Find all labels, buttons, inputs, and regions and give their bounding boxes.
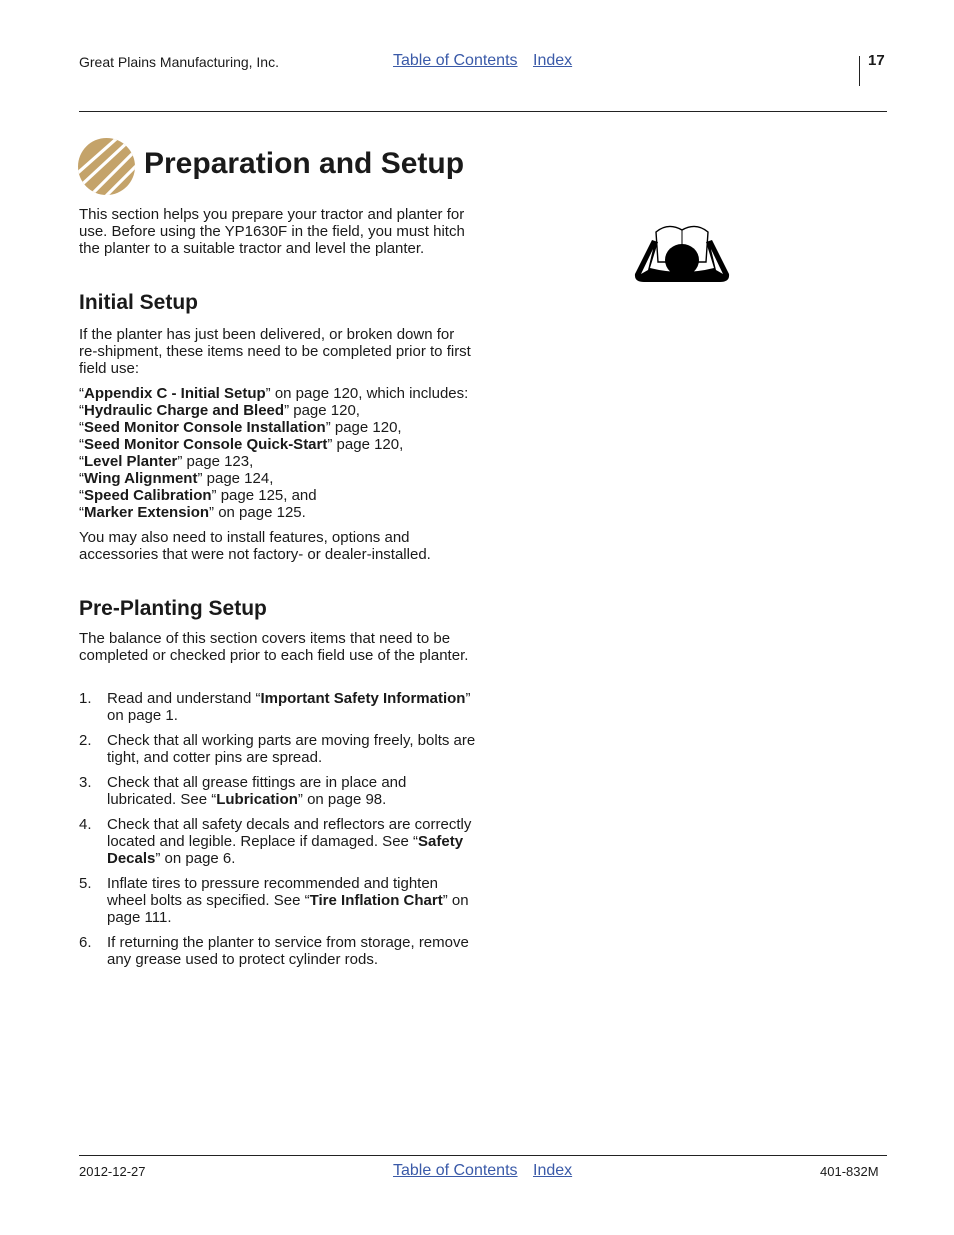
great-plains-logo-icon	[78, 138, 135, 195]
item-rest: ” page 124,	[197, 470, 274, 487]
item-title: Wing Alignment	[84, 470, 198, 487]
step-text	[107, 816, 477, 867]
initial-setup-section	[79, 290, 471, 563]
quote-open: “	[79, 402, 84, 419]
item-rest: ” on page 125.	[209, 504, 306, 521]
appendix-rest: ” on page 120, which includes:	[265, 385, 469, 402]
step-reference: Tire Inflation Chart	[309, 892, 443, 909]
index-link[interactable]: Index	[533, 1162, 573, 1179]
initial-setup-paragraph: If the planter has just been delivered, or broken down for re-shipment, these items need to be completed prior to first field use:	[79, 326, 471, 377]
initial-setup-heading: Initial Setup	[79, 291, 199, 314]
appendix-title: Appendix C - Initial Setup	[84, 385, 266, 402]
step-number: 5.	[79, 875, 92, 892]
item-title: Seed Monitor Console Quick-Start	[84, 436, 328, 453]
step-number: 2.	[79, 732, 92, 749]
list-item	[79, 419, 471, 436]
pre-planting-section	[79, 596, 471, 664]
pre-planting-heading: Pre-Planting Setup	[79, 597, 267, 620]
list-item	[79, 487, 471, 504]
item-rest: ” page 123,	[177, 453, 254, 470]
step-text-post: ” on page 111.	[107, 892, 469, 926]
step-reference: Safety Decals	[107, 833, 464, 867]
header-rule	[79, 111, 887, 112]
intro-paragraph: This section helps you prepare your tractor and planter for use. Before using the YP1630F in the field, you must hitch the planter to a suitable tractor and level the planter.	[79, 206, 465, 257]
quote-open: “	[79, 436, 84, 453]
item-title: Speed Calibration	[84, 487, 212, 504]
item-rest: ” page 120,	[325, 419, 402, 436]
table-of-contents-link[interactable]: Table of Contents	[393, 52, 518, 69]
list-item	[79, 453, 471, 470]
index-link[interactable]: Index	[533, 52, 573, 69]
quote-open: “	[79, 470, 84, 487]
document-number: 401-832M	[820, 1164, 879, 1179]
item-title: Seed Monitor Console Installation	[84, 419, 326, 436]
accessories-paragraph: You may also need to install features, options and accessories that were not factory- or dealer-installed.	[79, 529, 431, 563]
step-number: 3.	[79, 774, 92, 791]
step-text	[107, 875, 477, 926]
item-title: Hydraulic Charge and Bleed	[84, 402, 285, 419]
step-text-post: ” on page 98.	[297, 791, 387, 808]
step-text-post: ” on page 1.	[107, 690, 471, 724]
quote-open: “	[79, 385, 84, 402]
step-reference: Lubrication	[216, 791, 298, 808]
quote-open: “	[79, 487, 84, 504]
step-text-pre: If returning the planter to service from storage, remove any grease used to protect cylinder rods.	[107, 934, 469, 968]
list-item	[79, 504, 471, 521]
footer-rule	[79, 1155, 887, 1156]
appendix-reference	[79, 385, 471, 402]
step-number: 6.	[79, 934, 92, 951]
step-number: 1.	[79, 690, 92, 707]
step-text-pre: Read and understand “	[107, 690, 261, 707]
header-divider	[859, 56, 860, 86]
page-number: 17	[868, 52, 885, 69]
table-of-contents-link[interactable]: Table of Contents	[393, 1162, 518, 1179]
list-item	[79, 470, 471, 487]
intro-section	[79, 206, 471, 257]
step-text-pre: Check that all grease fittings are in place and lubricated. See “	[107, 774, 407, 808]
quote-open: “	[79, 504, 84, 521]
list-item	[79, 402, 471, 419]
step-text-post: ” on page 6.	[155, 850, 236, 867]
step-text-pre: Check that all safety decals and reflectors are correctly located and legible. Replace if damaged. See “	[107, 816, 472, 850]
initial-setup-list	[79, 402, 471, 521]
step-text	[107, 934, 477, 968]
quote-open: “	[79, 453, 84, 470]
quote-open: “	[79, 419, 84, 436]
item-title: Marker Extension	[84, 504, 210, 521]
reading-manual-icon	[632, 218, 732, 288]
step-number: 4.	[79, 816, 92, 833]
page-title: Preparation and Setup	[144, 147, 465, 180]
item-rest: ” page 125, and	[211, 487, 317, 504]
step-text	[107, 774, 477, 808]
step-text	[107, 732, 477, 766]
step-text-pre: Check that all working parts are moving freely, bolts are tight, and cotter pins are spread.	[107, 732, 476, 766]
item-rest: ” page 120,	[284, 402, 360, 419]
step-text	[107, 690, 477, 724]
list-item	[79, 436, 471, 453]
company-name: Great Plains Manufacturing, Inc.	[79, 54, 279, 70]
step-text-pre: Inflate tires to pressure recommended and tighten wheel bolts as specified. See “	[107, 875, 439, 909]
item-rest: ” page 120,	[327, 436, 404, 453]
step-reference: Important Safety Information	[260, 690, 466, 707]
item-title: Level Planter	[84, 453, 178, 470]
publication-date: 2012-12-27	[79, 1164, 146, 1179]
pre-planting-paragraph: The balance of this section covers items that need to be completed or checked prior to each field use of the planter.	[79, 630, 469, 664]
